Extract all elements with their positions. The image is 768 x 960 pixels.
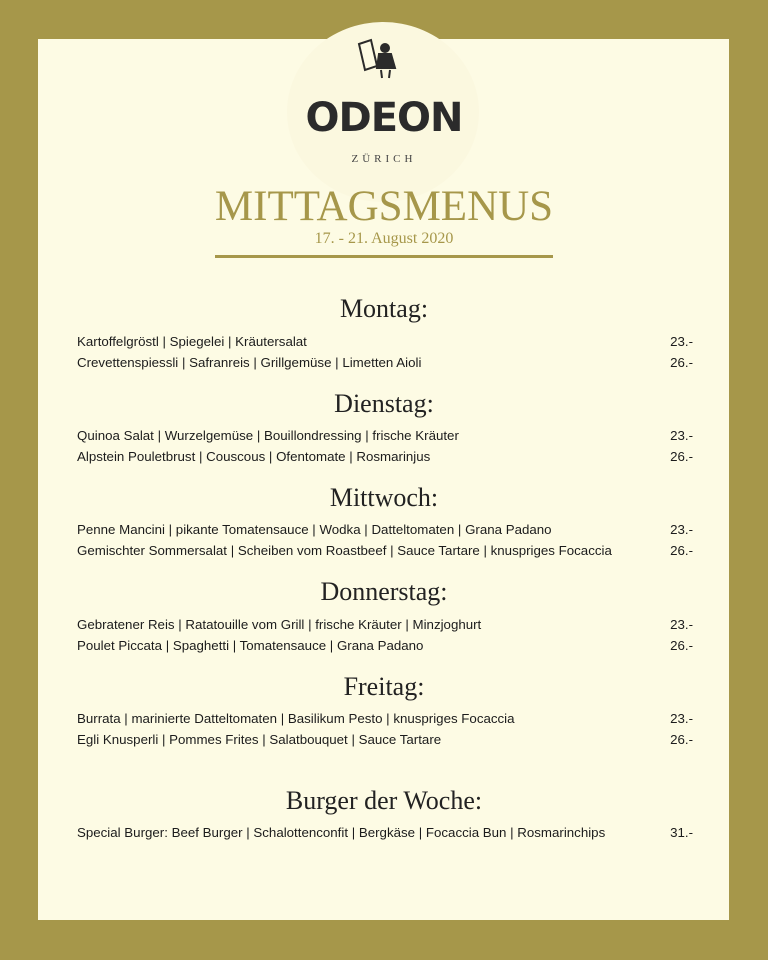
dish-text: Gebratener Reis | Ratatouille vom Grill | frische Kräuter | Minzjoghurt — [77, 617, 482, 632]
menu-item — [77, 543, 697, 561]
price-text: 26.- — [670, 638, 693, 653]
menu-item — [77, 825, 697, 843]
menu-item — [77, 355, 697, 373]
burger-heading: Burger der Woche: — [285, 786, 483, 815]
day-heading-dienstag: Dienstag: — [334, 389, 434, 418]
menu-item — [77, 711, 697, 729]
price-text: 31.- — [670, 825, 693, 840]
dish-text: Burrata | marinierte Datteltomaten | Basilikum Pesto | knuspriges Focaccia — [77, 711, 515, 726]
price-text: 23.- — [670, 522, 693, 537]
dish-text: Gemischter Sommersalat | Scheiben vom Roastbeef | Sauce Tartare | knuspriges Focaccia — [77, 543, 612, 558]
price-text: 26.- — [670, 732, 693, 747]
dish-text: Poulet Piccata | Spaghetti | Tomatensauce | Grana Padano — [77, 638, 424, 653]
price-text: 23.- — [670, 428, 693, 443]
dish-text: Penne Mancini | pikante Tomatensauce | Wodka | Datteltomaten | Grana Padano — [77, 522, 552, 537]
menu-item — [77, 732, 697, 750]
price-text: 26.- — [670, 449, 693, 464]
price-text: 26.- — [670, 543, 693, 558]
price-text: 26.- — [670, 355, 693, 370]
date-range: 17. - 21. August 2020 — [314, 230, 454, 247]
city-label: ZÜRICH — [351, 153, 417, 165]
title-underline — [215, 255, 553, 258]
brand-logo-text: ODEON — [305, 95, 463, 141]
dish-text: Kartoffelgröstl | Spiegelei | Kräutersalat — [77, 334, 307, 349]
price-text: 23.- — [670, 711, 693, 726]
waiter-with-tray-icon — [355, 38, 401, 82]
day-heading-donnerstag: Donnerstag: — [320, 577, 448, 606]
menu-item — [77, 334, 697, 352]
day-heading-montag: Montag: — [339, 294, 429, 323]
dish-text: Alpstein Pouletbrust | Couscous | Ofentomate | Rosmarinjus — [77, 449, 431, 464]
menu-item — [77, 638, 697, 656]
menu-item — [77, 617, 697, 635]
dish-text: Quinoa Salat | Wurzelgemüse | Bouillondressing | frische Kräuter — [77, 428, 459, 443]
menu-item — [77, 428, 697, 446]
page-title: MITTAGSMENUS — [214, 183, 554, 230]
menu-item — [77, 449, 697, 467]
day-heading-mittwoch: Mittwoch: — [329, 483, 439, 512]
dish-text: Special Burger: Beef Burger | Schalottenconfit | Bergkäse | Focaccia Bun | Rosmarinchips — [77, 825, 606, 840]
price-text: 23.- — [670, 617, 693, 632]
price-text: 23.- — [670, 334, 693, 349]
day-heading-freitag: Freitag: — [343, 672, 425, 701]
dish-text: Crevettenspiessli | Safranreis | Grillgemüse | Limetten Aioli — [77, 355, 422, 370]
dish-text: Egli Knusperli | Pommes Frites | Salatbouquet | Sauce Tartare — [77, 732, 442, 747]
menu-item — [77, 522, 697, 540]
